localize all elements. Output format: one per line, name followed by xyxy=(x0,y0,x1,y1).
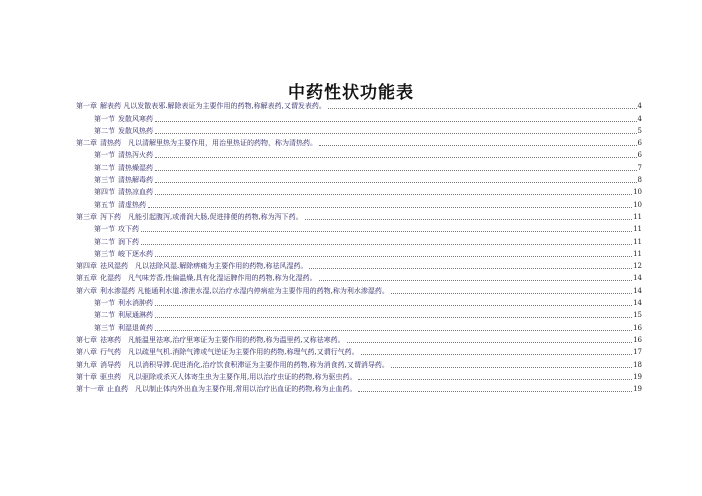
toc-entry-title: 清热药 凡以清解里热为主要作用，用治里热证的药物，称为清热药。 xyxy=(100,139,317,148)
toc-section-entry[interactable] xyxy=(76,174,642,186)
toc-entry-title: 祛寒药 凡能温里祛寒,治疗里寒证为主要作用的药物,称为温里药,又称祛寒药。 xyxy=(100,335,345,344)
toc-page-number: 12 xyxy=(633,262,642,271)
toc-entry-number: 第二节 xyxy=(94,311,115,320)
toc-page-number: 19 xyxy=(633,385,642,394)
toc-dot-leader xyxy=(141,231,632,232)
toc-page-number: 4 xyxy=(637,114,642,123)
toc-page-number: 7 xyxy=(637,163,642,172)
toc-entry-number: 第一节 xyxy=(94,114,115,123)
toc-entry-title: 祛风湿药 凡以祛除风湿.解除痹痛为主要作用的药物,称祛风湿药。 xyxy=(100,262,308,271)
toc-dot-leader xyxy=(155,182,637,183)
toc-dot-leader xyxy=(155,194,632,195)
toc-page-number: 8 xyxy=(637,176,642,185)
toc-section-entry[interactable] xyxy=(76,198,642,210)
toc-page-number: 14 xyxy=(633,286,642,295)
toc-dot-leader xyxy=(391,293,632,294)
toc-entry-number: 第三节 xyxy=(94,323,115,332)
toc-entry-number: 第六章 xyxy=(76,286,97,295)
toc-entry-number: 第一节 xyxy=(94,299,115,308)
toc-dot-leader xyxy=(309,268,632,269)
toc-section-entry[interactable] xyxy=(76,223,642,235)
toc-entry-number: 第十章 xyxy=(76,372,97,381)
toc-dot-leader xyxy=(358,379,632,380)
toc-dot-leader xyxy=(155,317,632,318)
toc-entry-title: 行气药 凡以疏里气机.消除气滞或气逆证为主要作用的药物,称理气药,又谓行气药。 xyxy=(100,348,359,357)
toc-chapter-entry[interactable] xyxy=(76,100,642,112)
toc-entry-number: 第三章 xyxy=(76,212,97,221)
toc-entry-number: 第二节 xyxy=(94,163,115,172)
toc-dot-leader xyxy=(155,170,637,171)
toc-section-entry[interactable] xyxy=(76,125,642,137)
toc-entry-title: 利湿退黄药 xyxy=(118,323,153,332)
toc-chapter-entry[interactable] xyxy=(76,284,642,296)
toc-chapter-entry[interactable] xyxy=(76,371,642,383)
toc-entry-title: 泻下药 凡能引起腹泻,或滑润大肠,促进排便的药物,称为泻下药。 xyxy=(100,212,303,221)
toc-dot-leader xyxy=(148,207,632,208)
toc-chapter-entry[interactable] xyxy=(76,383,642,395)
toc-dot-leader xyxy=(155,305,632,306)
toc-section-entry[interactable] xyxy=(76,186,642,198)
toc-section-entry[interactable] xyxy=(76,321,642,333)
toc-section-entry[interactable] xyxy=(76,149,642,161)
toc-dot-leader xyxy=(155,330,632,331)
toc-page-number: 4 xyxy=(637,102,642,111)
toc-entry-title: 止血药 凡以制止体内外出血为主要作用,常用以治疗出血证的药物,称为止血药。 xyxy=(107,385,357,394)
toc-entry-number: 第十一章 xyxy=(76,385,104,394)
toc-dot-leader xyxy=(358,391,632,392)
toc-chapter-entry[interactable] xyxy=(76,334,642,346)
toc-entry-title: 清热泻火药 xyxy=(118,151,153,160)
toc-page-number: 16 xyxy=(633,335,642,344)
toc-entry-number: 第四节 xyxy=(94,188,115,197)
toc-entry-number: 第五节 xyxy=(94,200,115,209)
table-of-contents xyxy=(76,100,642,395)
toc-dot-leader xyxy=(347,342,632,343)
toc-page-number: 14 xyxy=(633,299,642,308)
toc-chapter-entry[interactable] xyxy=(76,211,642,223)
toc-section-entry[interactable] xyxy=(76,248,642,260)
toc-entry-number: 第一章 xyxy=(76,102,97,111)
toc-page-number: 14 xyxy=(633,274,642,283)
toc-section-entry[interactable] xyxy=(76,235,642,247)
toc-entry-title: 利尿通淋药 xyxy=(118,311,153,320)
toc-dot-leader xyxy=(141,244,632,245)
toc-dot-leader xyxy=(328,108,637,109)
toc-entry-title: 发散风热药 xyxy=(118,126,153,135)
toc-page-number: 10 xyxy=(633,188,642,197)
toc-page-number: 6 xyxy=(637,151,642,160)
toc-entry-number: 第三节 xyxy=(94,176,115,185)
toc-entry-number: 第二章 xyxy=(76,139,97,148)
toc-page-number: 11 xyxy=(633,249,642,258)
toc-section-entry[interactable] xyxy=(76,161,642,173)
toc-entry-number: 第一节 xyxy=(94,225,115,234)
toc-chapter-entry[interactable] xyxy=(76,260,642,272)
toc-entry-title: 利水渗湿药 凡能通利水道.渗泄水湿,以治疗水湿内停病症为主要作用的药物,称为利水渗湿药。 xyxy=(100,286,389,295)
toc-entry-title: 解表药 凡以发散表邪.解除表证为主要作用的药物,称解表药,又谓发表药。 xyxy=(100,102,326,111)
toc-page-number: 15 xyxy=(633,311,642,320)
toc-chapter-entry[interactable] xyxy=(76,346,642,358)
toc-page-number: 10 xyxy=(633,200,642,209)
toc-entry-title: 攻下药 xyxy=(118,225,139,234)
toc-dot-leader xyxy=(319,280,632,281)
toc-page-number: 17 xyxy=(633,348,642,357)
toc-section-entry[interactable] xyxy=(76,297,642,309)
toc-entry-title: 润下药 xyxy=(118,237,139,246)
toc-dot-leader xyxy=(305,219,632,220)
toc-section-entry[interactable] xyxy=(76,309,642,321)
toc-entry-number: 第五章 xyxy=(76,274,97,283)
toc-page-number: 11 xyxy=(633,212,642,221)
toc-dot-leader xyxy=(391,367,632,368)
toc-entry-number: 第四章 xyxy=(76,262,97,271)
toc-entry-number: 第二节 xyxy=(94,237,115,246)
toc-chapter-entry[interactable] xyxy=(76,272,642,284)
toc-entry-title: 发散风寒药 xyxy=(118,114,153,123)
toc-page-number: 19 xyxy=(633,372,642,381)
toc-dot-leader xyxy=(155,133,637,134)
toc-dot-leader xyxy=(155,256,632,257)
toc-dot-leader xyxy=(155,121,637,122)
toc-entry-number: 第一节 xyxy=(94,151,115,160)
toc-page-number: 18 xyxy=(633,360,642,369)
toc-chapter-entry[interactable] xyxy=(76,137,642,149)
toc-entry-title: 化湿药 凡气味芳香,性偏温燥,具有化湿运脾作用的药物,称为化湿药。 xyxy=(100,274,317,283)
toc-entry-title: 清热凉血药 xyxy=(118,188,153,197)
toc-entry-title: 峻下逐水药 xyxy=(118,249,153,258)
toc-section-entry[interactable] xyxy=(76,112,642,124)
document-title: 中药性状功能表 xyxy=(288,83,414,103)
toc-entry-number: 第七章 xyxy=(76,335,97,344)
toc-entry-title: 消导药 凡以消积导滞.促进消化,治疗饮食积滞证为主要作用的药物,称为消食药,又谓消导药。 xyxy=(100,360,389,369)
toc-page-number: 11 xyxy=(633,225,642,234)
toc-page-number: 6 xyxy=(637,139,642,148)
toc-dot-leader xyxy=(319,145,637,146)
toc-entry-number: 第二节 xyxy=(94,126,115,135)
toc-page-number: 16 xyxy=(633,323,642,332)
toc-chapter-entry[interactable] xyxy=(76,358,642,370)
toc-entry-title: 驱虫药 凡以驱除或杀灭人体寄生虫为主要作用,用以治疗虫证的药物,称为驱虫药。 xyxy=(100,372,357,381)
toc-entry-title: 清热解毒药 xyxy=(118,176,153,185)
toc-dot-leader xyxy=(361,354,632,355)
toc-entry-title: 利水消肿药 xyxy=(118,299,153,308)
toc-entry-title: 清热燥湿药 xyxy=(118,163,153,172)
toc-dot-leader xyxy=(155,157,637,158)
toc-entry-number: 第八章 xyxy=(76,348,97,357)
toc-entry-number: 第九章 xyxy=(76,360,97,369)
toc-page-number: 5 xyxy=(637,126,642,135)
toc-page-number: 11 xyxy=(633,237,642,246)
toc-entry-title: 清虚热药 xyxy=(118,200,146,209)
toc-entry-number: 第三节 xyxy=(94,249,115,258)
